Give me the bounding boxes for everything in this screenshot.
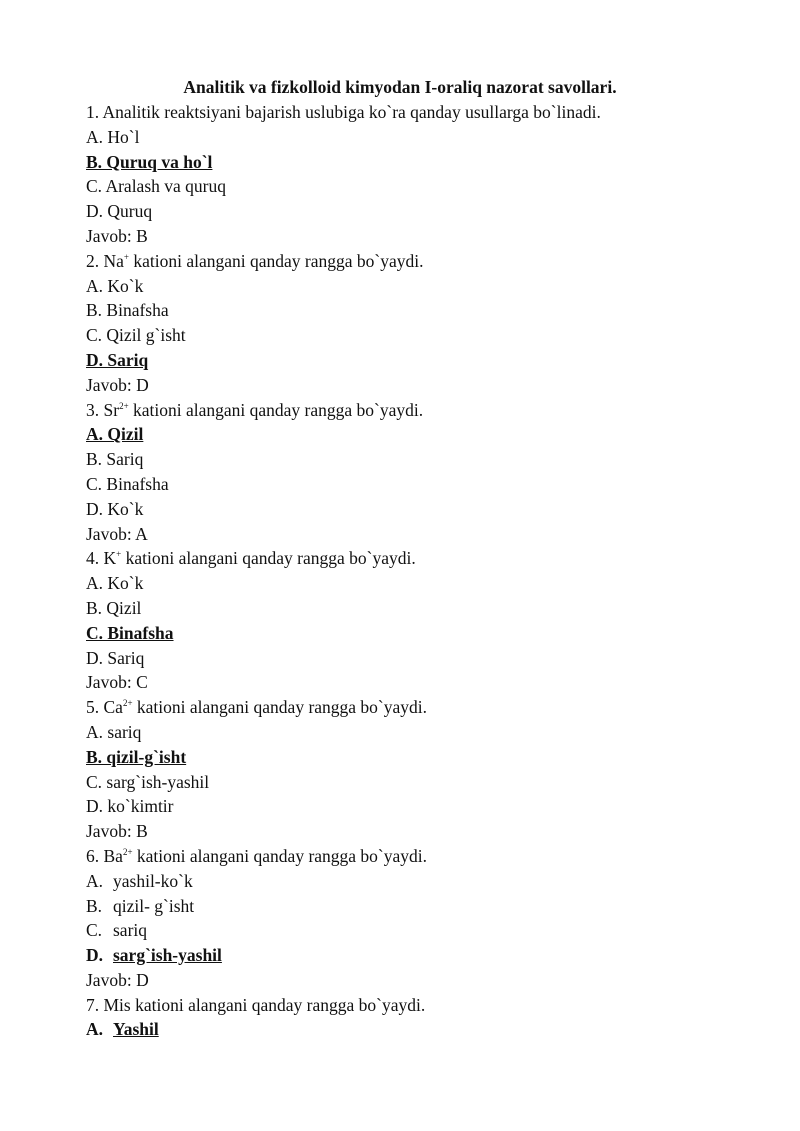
- question-text: [86, 100, 766, 125]
- option-text: D. Ko`k: [86, 498, 144, 519]
- charge-superscript: 2+: [122, 846, 133, 857]
- answer-key: Javob: D: [86, 969, 149, 990]
- answer-option: [86, 323, 766, 348]
- question-text-part: 1. Analitik reaktsiyani bajarish uslubiga ko`ra qanday usullarga bo`linadi.: [86, 102, 601, 122]
- question-text: [86, 695, 766, 720]
- option-text: sariq: [113, 920, 148, 941]
- answer-option: [86, 794, 766, 819]
- question-text-part: 5. Ca: [86, 697, 123, 718]
- question-text-part: kationi alangani qanday rangga bo`yaydi.: [132, 697, 428, 718]
- option-letter: B.: [86, 895, 103, 916]
- question-text-part: kationi alangani qanday rangga bo`yaydi.: [132, 845, 428, 866]
- question-text: [86, 844, 766, 869]
- option-text: C. Binafsha: [86, 622, 174, 643]
- question-text-part: kationi alangani qanday rangga bo`yaydi.: [128, 399, 424, 420]
- option-letter: A.: [86, 1019, 104, 1040]
- option-letter: A.: [86, 870, 104, 891]
- question-text-part: 2. Na: [86, 250, 124, 271]
- correct-option: [86, 1017, 766, 1042]
- page-title: Analitik va fizkolloid kimyodan I-oraliq nazorat savollari.: [183, 77, 617, 97]
- answer-option: [86, 125, 766, 150]
- charge-superscript: 2+: [122, 698, 133, 709]
- question-list: [86, 100, 766, 1042]
- answer-option: [86, 497, 766, 522]
- question-text-part: 3. Sr: [86, 399, 120, 420]
- answer-option: [86, 646, 766, 671]
- option-text: A. Ko`k: [86, 573, 144, 594]
- answer-option: [86, 869, 766, 894]
- answer-option: [86, 571, 766, 596]
- correct-option: [86, 745, 766, 770]
- option-text: A. Ho`l: [86, 126, 140, 147]
- question-text: [86, 398, 766, 423]
- correct-option: [86, 943, 766, 968]
- option-text: D. ko`kimtir: [86, 796, 174, 817]
- option-text: sarg`ish-yashil: [113, 945, 222, 966]
- answer-option: [86, 174, 766, 199]
- question-text: [86, 249, 766, 274]
- answer-option: [86, 274, 766, 299]
- answer-key: Javob: B: [86, 225, 148, 246]
- correct-option: [86, 348, 766, 373]
- correct-option: [86, 422, 766, 447]
- question-text-part: 4. K: [86, 548, 117, 569]
- option-text: D. Sariq: [86, 349, 149, 370]
- option-text: A. Ko`k: [86, 275, 144, 296]
- charge-superscript: +: [123, 251, 129, 262]
- option-text: D. Sariq: [86, 647, 145, 668]
- option-text: yashil-ko`k: [113, 870, 193, 891]
- option-text: D. Quruq: [86, 201, 153, 222]
- correct-option: [86, 150, 766, 175]
- answer-key: Javob: B: [86, 821, 148, 842]
- answer-option: [86, 894, 766, 919]
- option-text: qizil- g`isht: [113, 895, 195, 916]
- option-text: C. Aralash va quruq: [86, 176, 226, 197]
- option-text: C. Qizil g`isht: [86, 325, 186, 346]
- answer-option: [86, 596, 766, 621]
- answer-key: Javob: A: [86, 523, 148, 544]
- answer-key: Javob: D: [86, 374, 149, 395]
- option-text: B. Quruq va ho`l: [86, 151, 213, 172]
- correct-option: [86, 621, 766, 646]
- option-text: B. Qizil: [86, 597, 142, 618]
- option-letter: C.: [86, 920, 103, 941]
- option-text: B. Sariq: [86, 449, 144, 470]
- question-text-part: 6. Ba: [86, 845, 123, 866]
- option-text: C. sarg`ish-yashil: [86, 771, 210, 792]
- option-text: B. Binafsha: [86, 300, 169, 321]
- question-text: [86, 993, 766, 1018]
- option-letter: D.: [86, 945, 104, 966]
- answer-option: [86, 447, 766, 472]
- option-text: A. sariq: [86, 721, 142, 742]
- answer-option: [86, 770, 766, 795]
- question-text: [86, 546, 766, 571]
- answer-option: [86, 720, 766, 745]
- option-text: C. Binafsha: [86, 473, 169, 494]
- answer-option: [86, 298, 766, 323]
- question-text-part: kationi alangani qanday rangga bo`yaydi.: [121, 548, 416, 569]
- option-text: A. Qizil: [86, 424, 144, 445]
- answer-key: Javob: C: [86, 672, 148, 693]
- charge-superscript: 2+: [119, 400, 129, 411]
- option-text: Yashil: [113, 1019, 159, 1040]
- answer-option: [86, 472, 766, 497]
- answer-option: [86, 199, 766, 224]
- charge-superscript: +: [116, 549, 122, 560]
- option-text: B. qizil-g`isht: [86, 746, 187, 767]
- question-text-part: 7. Mis kationi alangani qanday rangga bo`yaydi.: [86, 994, 426, 1015]
- answer-option: [86, 918, 766, 943]
- question-text-part: kationi alangani qanday rangga bo`yaydi.: [128, 250, 424, 271]
